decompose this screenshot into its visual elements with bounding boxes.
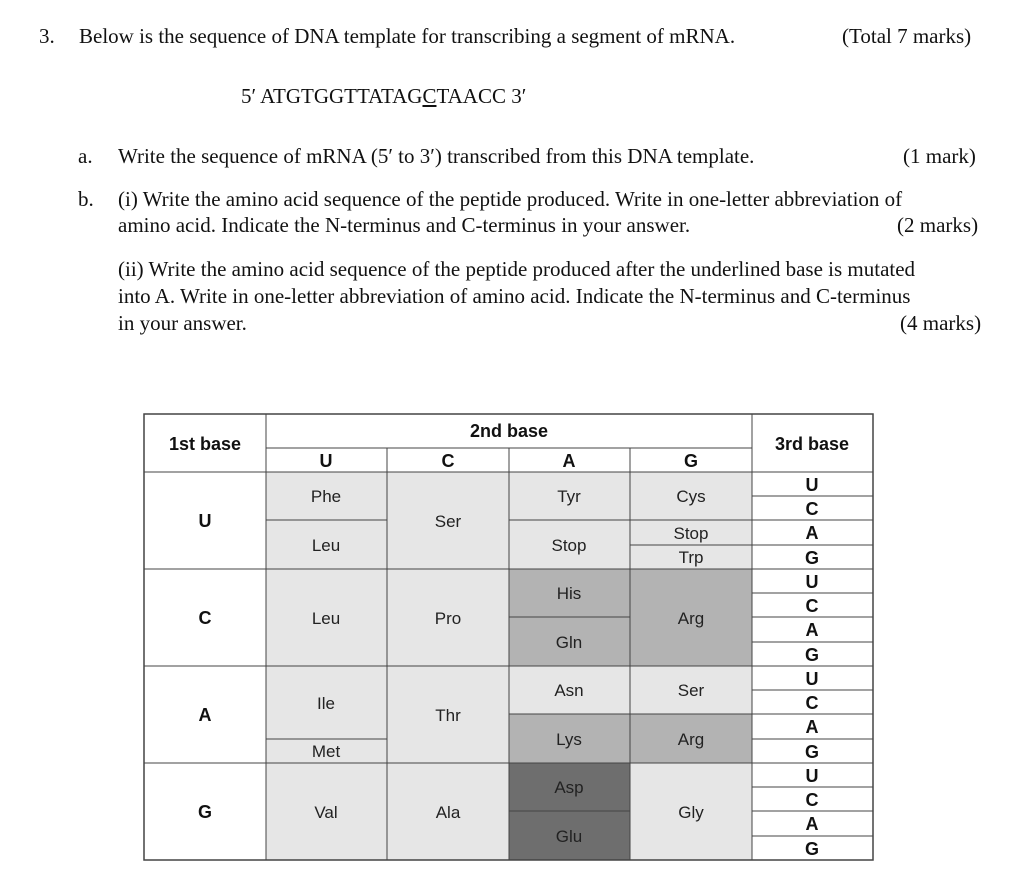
first-base-U: U: [198, 511, 212, 531]
aa-UCN-Ser: Ser: [434, 512, 462, 531]
aa-UGU-Cys: Cys: [676, 487, 706, 506]
header-first-base: 1st base: [168, 434, 242, 454]
third-base: U: [805, 572, 819, 592]
part-b-ii-line3: in your answer.: [118, 311, 247, 335]
third-base: C: [805, 790, 819, 810]
part-b-ii-line2: into A. Write in one-letter abbreviation of amino acid. Indicate the N-terminus and C-terminus: [118, 284, 911, 308]
third-base: C: [805, 693, 819, 713]
third-base: C: [805, 499, 819, 519]
aa-UGA-Stop: Stop: [673, 524, 709, 543]
third-base: U: [805, 669, 819, 689]
header-third-base: 3rd base: [774, 434, 850, 454]
aa-AUU-Ile: Ile: [317, 694, 335, 713]
aa-UUA-Leu: Leu: [311, 536, 341, 555]
aa-AAA-Lys: Lys: [556, 730, 582, 749]
aa-UAU-Tyr: Tyr: [557, 487, 581, 506]
part-b-i-marks: (2 marks): [897, 213, 979, 237]
aa-AUG-Met: Met: [311, 742, 341, 761]
second-base-A: A: [562, 451, 576, 471]
aa-CGN-Arg: Arg: [677, 609, 705, 628]
third-base: G: [804, 548, 820, 568]
aa-GAU-Asp: Asp: [554, 778, 584, 797]
part-b-i-line1: (i) Write the amino acid sequence of the peptide produced. Write in one-letter abbreviation of: [118, 187, 903, 211]
part-b-label: b.: [78, 187, 94, 211]
question-total-marks: (Total 7 marks): [842, 24, 972, 48]
third-base: C: [805, 596, 819, 616]
question-number: 3.: [39, 24, 55, 48]
aa-AAU-Asn: Asn: [554, 681, 584, 700]
third-base: A: [805, 523, 819, 543]
first-base-C: C: [198, 608, 212, 628]
part-a-marks: (1 mark): [903, 144, 976, 168]
second-base-G: G: [683, 451, 699, 471]
part-b-i-line2: amino acid. Indicate the N-terminus and C-terminus in your answer.: [118, 213, 691, 237]
aa-ACN-Thr: Thr: [435, 706, 461, 725]
aa-GGN-Gly: Gly: [678, 803, 704, 822]
third-base: U: [805, 766, 819, 786]
third-base: A: [805, 620, 819, 640]
third-base: G: [804, 742, 820, 762]
third-base: A: [805, 717, 819, 737]
second-base-U: U: [319, 451, 333, 471]
dna-underlined-base: C: [422, 84, 437, 108]
header-second-base: 2nd base: [469, 421, 549, 441]
aa-AGU-Ser: Ser: [677, 681, 705, 700]
aa-CAA-Gln: Gln: [555, 633, 583, 652]
part-a-label: a.: [78, 144, 93, 168]
aa-GAA-Glu: Glu: [555, 827, 583, 846]
dna-prefix: 5′ ATGTGGTTATAG: [241, 84, 423, 108]
aa-CUN-Leu: Leu: [311, 609, 341, 628]
aa-UGG-Trp: Trp: [678, 548, 704, 567]
aa-GCN-Ala: Ala: [435, 803, 461, 822]
aa-AGA-Arg: Arg: [677, 730, 705, 749]
aa-GUN-Val: Val: [314, 803, 338, 822]
aa-CAU-His: His: [556, 584, 582, 603]
third-base: A: [805, 814, 819, 834]
part-b-ii-line1: (ii) Write the amino acid sequence of the peptide produced after the underlined base is mutated: [118, 257, 916, 281]
aa-CCN-Pro: Pro: [434, 609, 462, 628]
third-base: G: [804, 645, 820, 665]
third-base: U: [805, 475, 819, 495]
table-gridlines: [144, 414, 873, 860]
question-text: Below is the sequence of DNA template for transcribing a segment of mRNA.: [79, 24, 736, 48]
first-base-A: A: [198, 705, 212, 725]
third-base: G: [804, 839, 820, 859]
aa-UUU-Phe: Phe: [310, 487, 342, 506]
aa-UAA-Stop: Stop: [551, 536, 587, 555]
first-base-G: G: [197, 802, 213, 822]
second-base-C: C: [441, 451, 455, 471]
part-b-ii-marks: (4 marks): [900, 311, 982, 335]
part-a-text: Write the sequence of mRNA (5′ to 3′) transcribed from this DNA template.: [118, 144, 755, 168]
dna-suffix: TAACC 3′: [436, 84, 527, 108]
third-base-column: [805, 475, 819, 859]
